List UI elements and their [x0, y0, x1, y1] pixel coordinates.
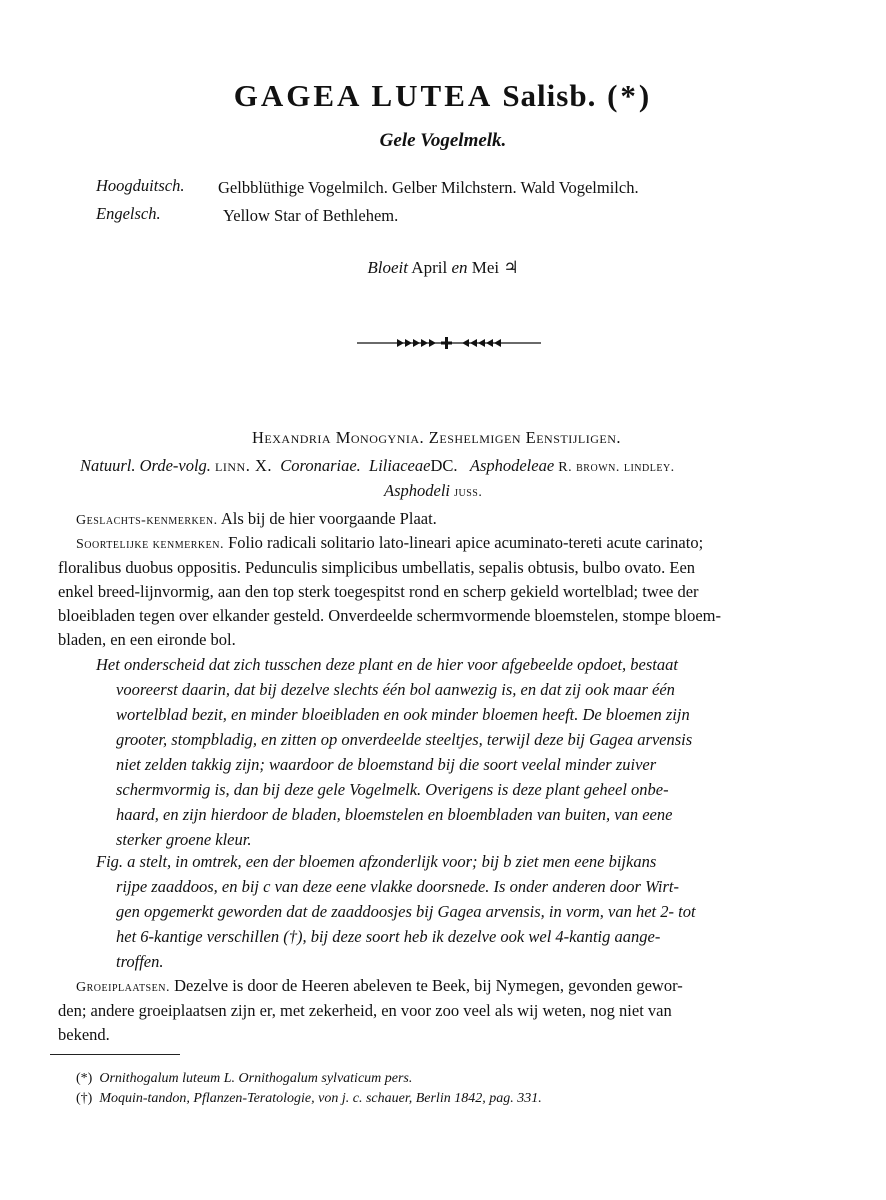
genus-characters: [76, 509, 437, 529]
paragraph-line: Het onderscheid dat zich tusschen deze plant en de hier voor afgebeelde opdoet, bestaat: [96, 655, 678, 674]
classification-line-3: [384, 481, 482, 501]
footnote-text: Moquin-tandon, Pflanzen-Teratologie, von j. c. schauer, Berlin 1842, pag. 331.: [99, 1091, 542, 1106]
body-line: den; andere groeiplaatsen zijn er, met zekerheid, en voor zoo veel als wij weten, nog niet van: [58, 1001, 672, 1020]
paragraph-line: vooreerst daarin, dat bij dezelve slechts één bol aanwezig is, en dat zij ook maar één: [116, 680, 675, 699]
paragraph-line: grooter, stompbladig, en zitten op onverdeelde steeltjes, terwijl deze bij Gagea arvensis: [116, 730, 693, 749]
genus-text: Als bij de hier voorgaande Plaat.: [220, 509, 437, 528]
body-line: floralibus duobus oppositis. Pedunculis simplicibus umbellatis, sepalis obtusis, bulbo ovato. Een: [58, 558, 696, 577]
growth-locations: [76, 976, 683, 996]
class-brown: R. brown. lindley.: [558, 460, 675, 475]
paragraph-line: het 6-kantige verschillen (†), bij deze soort heb ik dezelve ook wel 4-kantig aange-: [116, 927, 661, 946]
class-coronariae: Coronariae.: [280, 456, 361, 475]
class-liliaceae: Liliaceae: [369, 456, 431, 475]
species-text: Folio radicali solitario lato-lineari apice acuminato-tereti acute carinato;: [228, 533, 704, 552]
paragraph-line: niet zelden takkig zijn; waardoor de bloemstand bij die soort veelal minder zuiver: [116, 755, 657, 774]
perennial-symbol: ♃: [503, 258, 519, 277]
body-line: bladen, en een eironde bol.: [58, 630, 236, 649]
paragraph-line: Fig. a stelt, in omtrek, een der bloemen afzonderlijk voor; bij b ziet men eene bijkans: [96, 852, 657, 871]
title-main: GAGEA LUTEA: [233, 78, 492, 113]
lang-german-text: Gelbblüthige Vogelmilch. Gelber Milchstern. Wald Vogelmilch.: [218, 178, 639, 197]
paragraph-line: wortelblad bezit, en minder bloeibladen en ook minder bloemen heeft. De bloemen zijn: [116, 705, 690, 724]
footnote-rule: [50, 1054, 180, 1055]
paragraph-line: sterker groene kleur.: [116, 830, 252, 849]
paragraph-line: gen opgemerkt geworden dat de zaaddoosjes bij Gagea arvensis, in vorm, van het 2- tot: [116, 902, 696, 921]
genus-label: Geslachts-kenmerken.: [76, 513, 218, 528]
paragraph-line: schermvormig is, dan bij deze gele Vogelmelk. Overigens is deze plant geheel onbe-: [116, 780, 669, 799]
class-orde-label: Natuurl. Orde-volg.: [80, 456, 211, 475]
title-note: (*): [607, 78, 653, 113]
footnote-2: [76, 1091, 542, 1107]
class-linn: linn. X.: [215, 456, 272, 475]
bloom-label: Bloeit: [367, 258, 408, 277]
page-subtitle: Gele Vogelmelk.: [379, 130, 507, 151]
species-characters: [76, 533, 703, 553]
class-juss: juss.: [454, 485, 483, 500]
footnote-mark: (†): [76, 1091, 93, 1106]
page-title: [0, 78, 886, 114]
lang-english-text: Yellow Star of Bethlehem.: [223, 206, 399, 225]
growth-label: Groeiplaatsen.: [76, 980, 170, 995]
paragraph-line: troffen.: [116, 952, 164, 971]
body-line: bekend.: [58, 1025, 110, 1044]
footnote-mark: (*): [76, 1071, 93, 1086]
ornament-divider: [357, 334, 541, 352]
bloom-month-a: April: [411, 258, 448, 277]
body-line: enkel breed-lijnvormig, aan den top sterk toegespitst rond en scherp gekield wortelblad; twee der: [58, 582, 699, 601]
classification-line-1: Hexandria Monogynia. Zeshelmigen Eenstijligen.: [252, 428, 622, 447]
classification-line-2: [80, 456, 675, 476]
bloom-month-b: Mei: [471, 258, 500, 277]
class-asphodeleae: Asphodeleae: [469, 456, 555, 475]
footnote-1: [76, 1071, 412, 1087]
paragraph-line: haard, en zijn hierdoor de bladen, bloemstelen en bloembladen van buiten, van eene: [116, 805, 673, 824]
growth-text: Dezelve is door de Heeren abeleven te Beek, bij Nymegen, gevonden gewor-: [174, 976, 683, 995]
species-label: Soortelijke kenmerken.: [76, 537, 224, 552]
paragraph-line: rijpe zaaddoos, en bij c van deze eene vlakke doorsnede. Is onder anderen door Wirt-: [116, 877, 680, 896]
footnote-text: Ornithogalum luteum L. Ornithogalum sylvaticum pers.: [99, 1071, 413, 1086]
bloom-line: [0, 258, 886, 278]
bloom-conj: en: [451, 258, 468, 277]
lang-english-label: Engelsch.: [96, 204, 161, 223]
class-asphodeli: Asphodeli: [384, 481, 450, 500]
body-line: bloeibladen tegen over elkander gesteld. Onverdeelde schermvormende bloemstelen, stompe bloem-: [58, 606, 721, 625]
class-dc: DC.: [430, 456, 458, 475]
lang-german-label: Hoogduitsch.: [96, 176, 185, 195]
title-author: Salisb.: [502, 78, 597, 113]
